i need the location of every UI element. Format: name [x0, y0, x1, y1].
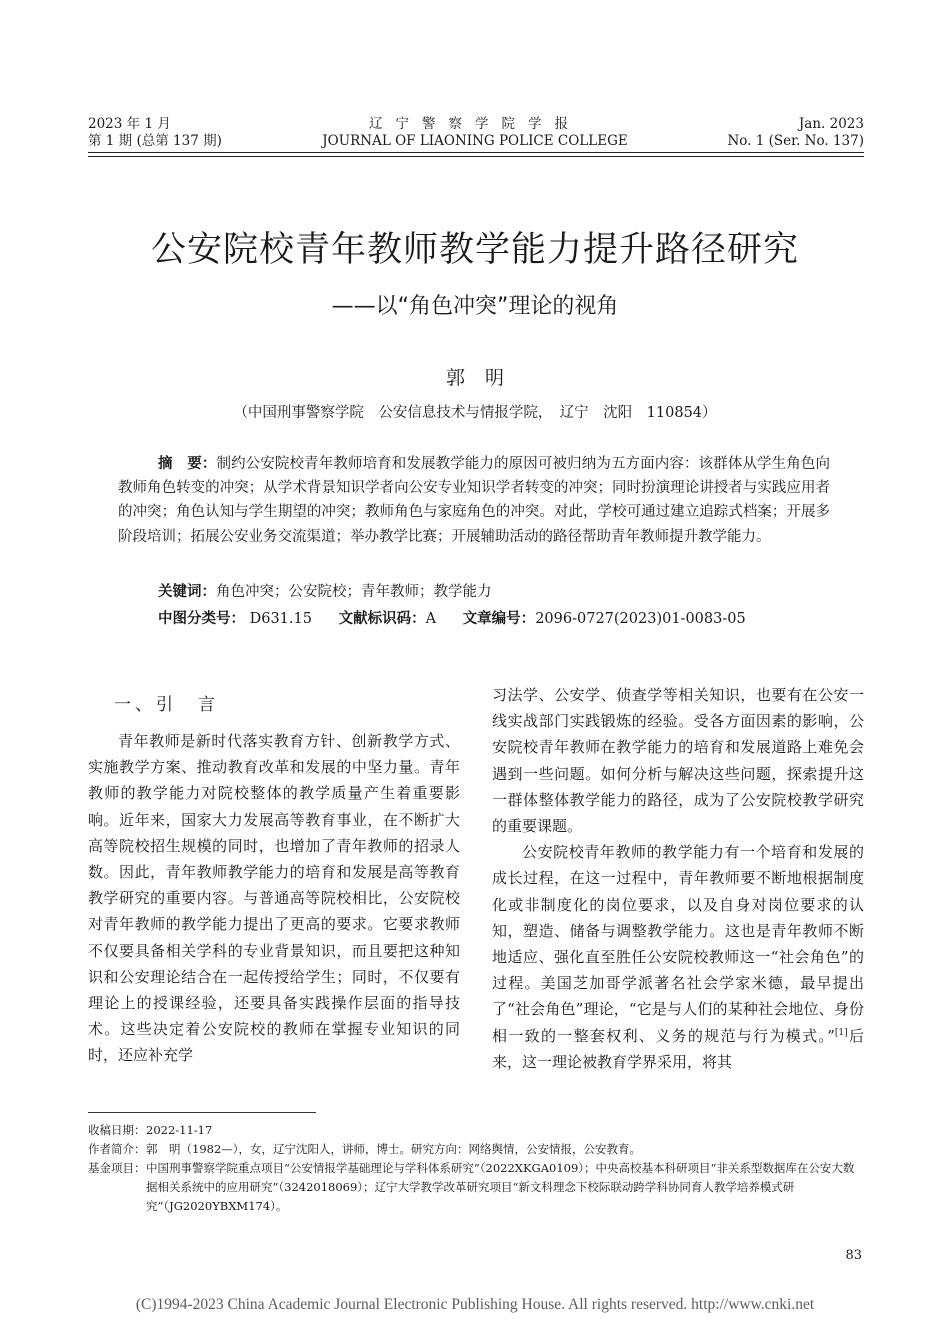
footnotes: [88, 1121, 864, 1216]
clc-label: 中图分类号：: [158, 611, 245, 627]
header-issue-number-en: No. 1 (Ser. No. 137): [727, 133, 864, 149]
body-column-right: [492, 682, 864, 1075]
journal-name-cn: 辽宁警察学院学报: [369, 116, 581, 132]
doc-code-label: 文献标识码：: [338, 611, 426, 627]
section-heading: 一、引 言: [114, 695, 219, 715]
footnote-rule: [88, 1112, 316, 1113]
footnote-received: [88, 1121, 864, 1140]
article-no-label: 文章编号：: [462, 611, 536, 627]
body-paragraph: [492, 839, 864, 1075]
received-date: 2022-11-17: [146, 1123, 213, 1137]
abstract-label: 摘 要：: [158, 456, 217, 472]
article-no-value: 2096-0727(2023)01-0083-05: [535, 611, 746, 627]
keywords-label: 关键词：: [158, 584, 216, 600]
header-issue-number: 第 1 期 (总第 137 期): [88, 133, 222, 149]
author-affiliation: （中国刑事警察学院 公安信息技术与情报学院， 辽宁 沈阳 110854）: [233, 405, 717, 421]
keywords-text: 角色冲突；公安院校；青年教师；教学能力: [216, 584, 492, 600]
fund-text: 中国刑事警察学院重点项目“公安情报学基础理论与学科体系研究”（2022XKGA0109）；中央高校基本科研项目“非关系型数据库在公安大数据相关系统中的应用研究”（3242018069）；辽宁大学教学改革研究项目“新文科理念下校际联动跨学科协同育人教学培养模式研究”（JG2020YBXM174）。: [146, 1161, 855, 1213]
article-title: 公安院校青年教师教学能力提升路径研究: [150, 230, 799, 270]
article-subtitle: ——以“角色冲突”理论的视角: [331, 294, 619, 319]
header-rule-thin: [88, 156, 864, 157]
fund-label: 基金项目：: [88, 1161, 146, 1175]
abstract: [118, 452, 830, 549]
article-author: 郭明: [445, 367, 524, 389]
header-date-en: Jan. 2023: [798, 116, 864, 132]
classification-line: [158, 607, 746, 631]
author-bio: 郭 明（1982—），女，辽宁沈阳人，讲师，博士。研究方向：网络舆情，公安情报，公安教育。: [146, 1142, 642, 1156]
copyright-notice: (C)1994-2023 China Academic Journal Electronic Publishing House. All rights reserved. http://www.cnki.net: [135, 1296, 815, 1313]
citation-ref[interactable]: [1]: [834, 1027, 848, 1038]
paragraph-tail: 后来，这一理论被教育学界采用，将其: [492, 1026, 864, 1071]
paragraph-text: 公安院校青年教师的教学能力有一个培育和发展的成长过程，在这一过程中，青年教师要不断地根据制度化或非制度化的岗位要求，以及自身对岗位要求的认知，塑造、储备与调整教学能力。这也是青年教师不断地适应、强化直至胜任公安院校教师这一“社会角色”的过程。美国芝加哥学派著名社会学家米德，最早提出了“社会角色”理论，“它是与人们的某种社会地位、身份相一致的一整套权利、义务的规范与行为模式。”: [492, 843, 864, 1045]
journal-name-en: JOURNAL OF LIAONING POLICE COLLEGE: [322, 133, 628, 149]
abstract-text: 制约公安院校青年教师培育和发展教学能力的原因可被归纳为五方面内容：该群体从学生角色向教师角色转变的冲突；从学术背景知识学者向公安专业知识学者转变的冲突；同时扮演理论讲授者与实践应用者的冲突；角色认知与学生期望的冲突；教师角色与家庭角色的冲突。对此，学校可通过建立追踪式档案；开展多阶段培训；拓展公安业务交流渠道；举办教学比赛；开展辅助活动的路径帮助青年教师提升教学能力。: [118, 456, 831, 545]
header-rule-thick: [88, 152, 864, 153]
body-column-left: [88, 680, 460, 1069]
clc-value: D631.15: [249, 611, 312, 627]
doc-code-value: A: [425, 611, 437, 627]
footnote-fund: [88, 1159, 864, 1216]
page-number: 83: [845, 1248, 862, 1263]
author-bio-label: 作者简介：: [88, 1142, 146, 1156]
header-issue-en: [727, 116, 864, 150]
received-label: 收稿日期：: [88, 1123, 146, 1137]
header-issue: [88, 116, 222, 150]
header-date: 2023 年 1 月: [88, 116, 171, 132]
header-journal: [270, 116, 680, 150]
body-paragraph-continued: 习法学、公安学、侦查学等相关知识，也要有在公安一线实战部门实践锻炼的经验。受各方面因素的影响，公安院校青年教师在教学能力的培育和发展道路上难免会遇到一些问题。如何分析与解决这些问题，探索提升这一群体整体教学能力的路径，成为了公安院校教学研究的重要课题。: [492, 686, 864, 836]
footnote-author: [88, 1140, 864, 1159]
keywords: [158, 580, 492, 604]
body-paragraph: 青年教师是新时代落实教育方针、创新教学方式、实施教学方案、推动教育改革和发展的中坚力量。青年教师的教学能力对院校整体的教学质量产生着重要影响。近年来，国家大力发展高等教育事业，在不断扩大高等院校招生规模的同时，也增加了青年教师的招录人数。因此，青年教师教学能力的培育和发展是高等教育教学研究的重要内容。与普通高等院校相比，公安院校对青年教师的教学能力提出了更高的要求。它要求教师不仅要具备相关学科的专业背景知识，而且要把这种知识和公安理论结合在一起传授给学生；同时，不仅要有理论上的授课经验，还要具备实践操作层面的指导技术。这些决定着公安院校的教师在掌握专业知识的同时，还应补充学: [88, 732, 460, 1065]
